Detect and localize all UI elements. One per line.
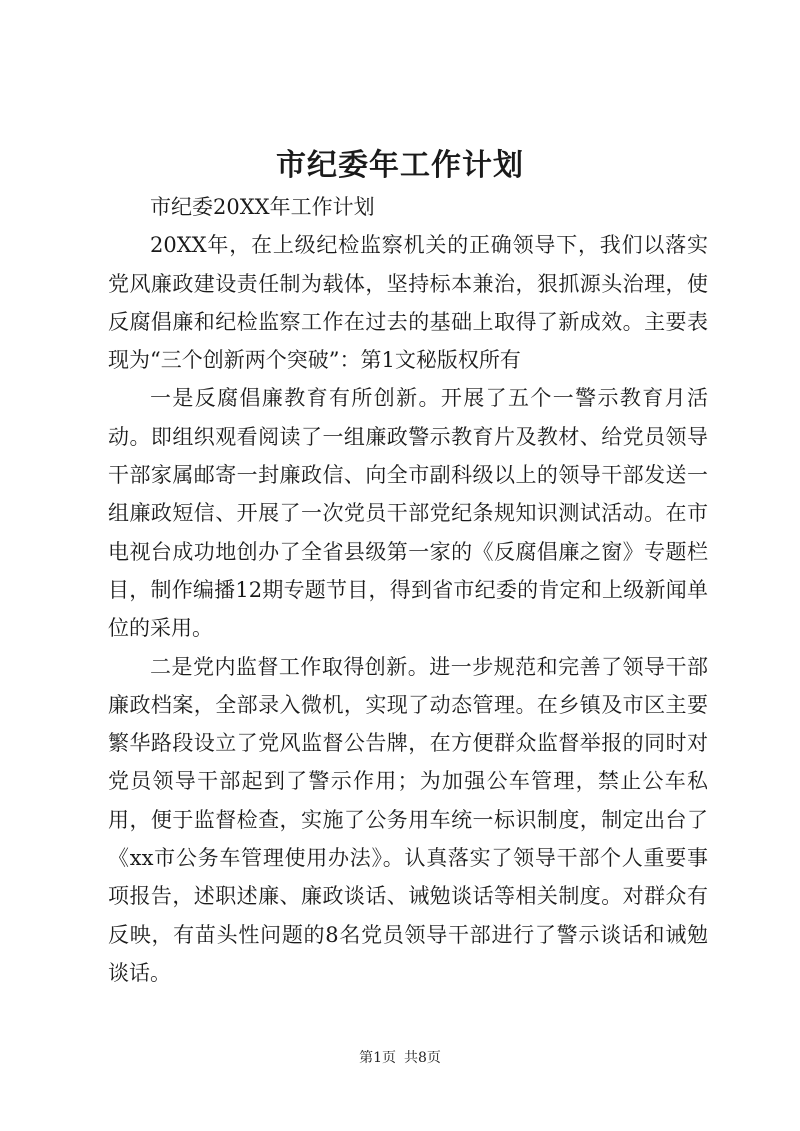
document-body <box>108 188 708 992</box>
document-title: 市纪委年工作计划 <box>276 148 524 183</box>
paragraph-intro: 20XX年，在上级纪检监察机关的正确领导下，我们以落实党风廉政建设责任制为载体，坚持标本兼治，狠抓源头治理，使反腐倡廉和纪检监察工作在过去的基础上取得了新成效。主要表现为“三个创新两个突破”：第1文秘版权所有 <box>108 233 708 373</box>
paragraph-supervision: 二是党内监督工作取得创新。进一步规范和完善了领导干部廉政档案，全部录入微机，实现了动态管理。在乡镇及市区主要繁华路段设立了党风监督公告牌，在方便群众监督举报的同时对党员领导干部起到了警示作用；为加强公车管理，禁止公车私用，便于监督检查，实施了公务用车统一标识制度，制定出台了《xx市公务车管理使用办法》。认真落实了领导干部个人重要事项报告，述职述廉、廉政谈话、诫勉谈话等相关制度。对群众有反映，有苗头性问题的8名党员领导干部进行了警示谈话和诫勉谈话。 <box>108 654 708 985</box>
page-footer <box>0 1047 800 1067</box>
page-total: 共8页 <box>404 1050 441 1066</box>
paragraph-subtitle: 市纪委20XX年工作计划 <box>150 195 375 219</box>
page-number: 第1页 <box>359 1050 396 1066</box>
paragraph-education: 一是反腐倡廉教育有所创新。开展了五个一警示教育月活动。即组织观看阅读了一组廉政警示教育片及教材、给党员领导干部家属邮寄一封廉政信、向全市副科级以上的领导干部发送一组廉政短信、开展了一次党员干部党纪条规知识测试活动。在市电视台成功地创办了全省县级第一家的《反腐倡廉之窗》专题栏目，制作编播12期专题节目，得到省市纪委的肯定和上级新闻单位的采用。 <box>108 386 708 641</box>
